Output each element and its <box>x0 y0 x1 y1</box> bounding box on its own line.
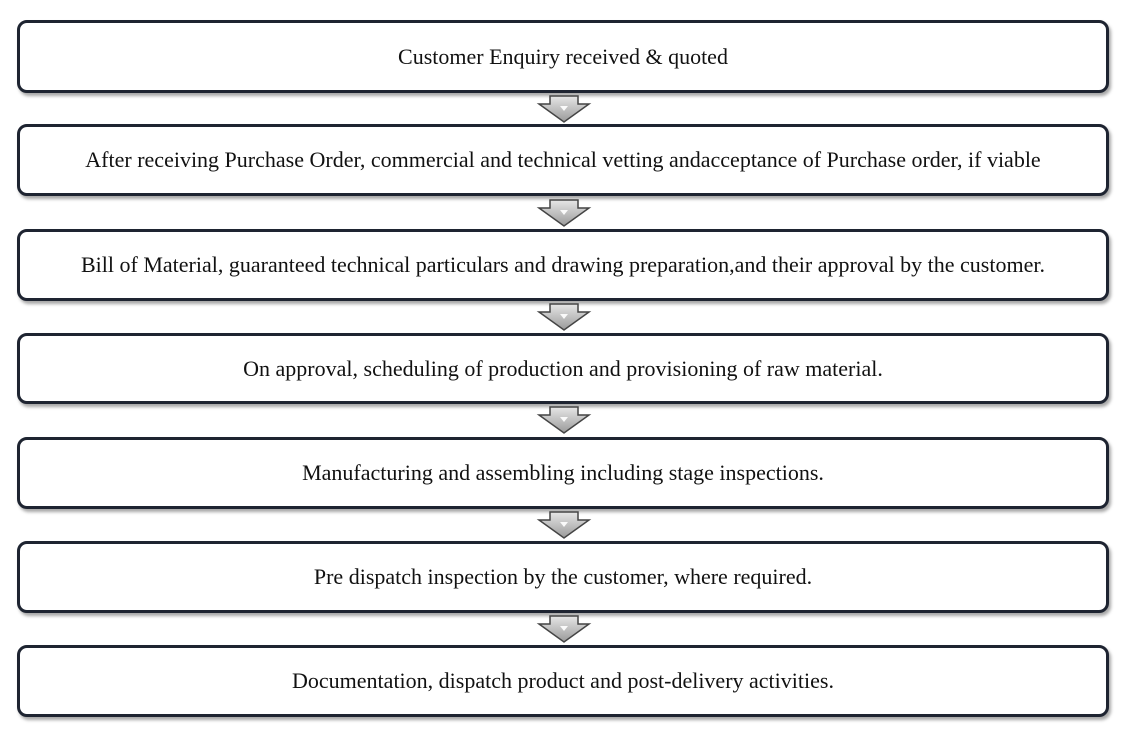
down-arrow-icon <box>536 302 592 332</box>
flow-step-2 <box>17 124 1109 196</box>
down-arrow-icon <box>536 510 592 540</box>
down-arrow-icon <box>536 614 592 644</box>
flow-step-2-label: After receiving Purchase Order, commercial and technical vetting andacceptance of Purchase order, if viable <box>85 147 1041 172</box>
flow-step-4-label: On approval, scheduling of production and provisioning of raw material. <box>243 355 883 381</box>
flow-step-4 <box>17 333 1109 404</box>
flow-step-5-label: Manufacturing and assembling including stage inspections. <box>302 460 824 485</box>
flow-step-1-label: Customer Enquiry received & quoted <box>398 43 728 69</box>
flow-step-1 <box>17 20 1109 93</box>
down-arrow-icon <box>536 405 592 435</box>
down-arrow-icon <box>536 198 592 228</box>
flow-step-6 <box>17 541 1109 613</box>
flow-step-5 <box>17 437 1109 509</box>
flow-step-7-label: Documentation, dispatch product and post-delivery activities. <box>292 668 834 693</box>
down-arrow-icon <box>536 94 592 124</box>
flow-step-6-label: Pre dispatch inspection by the customer, where required. <box>313 564 813 589</box>
flow-step-7 <box>17 645 1109 717</box>
flow-step-3-label: Bill of Material, guaranteed technical particulars and drawing preparation,and their approval by the customer. <box>81 252 1045 277</box>
flow-step-3 <box>17 229 1109 301</box>
